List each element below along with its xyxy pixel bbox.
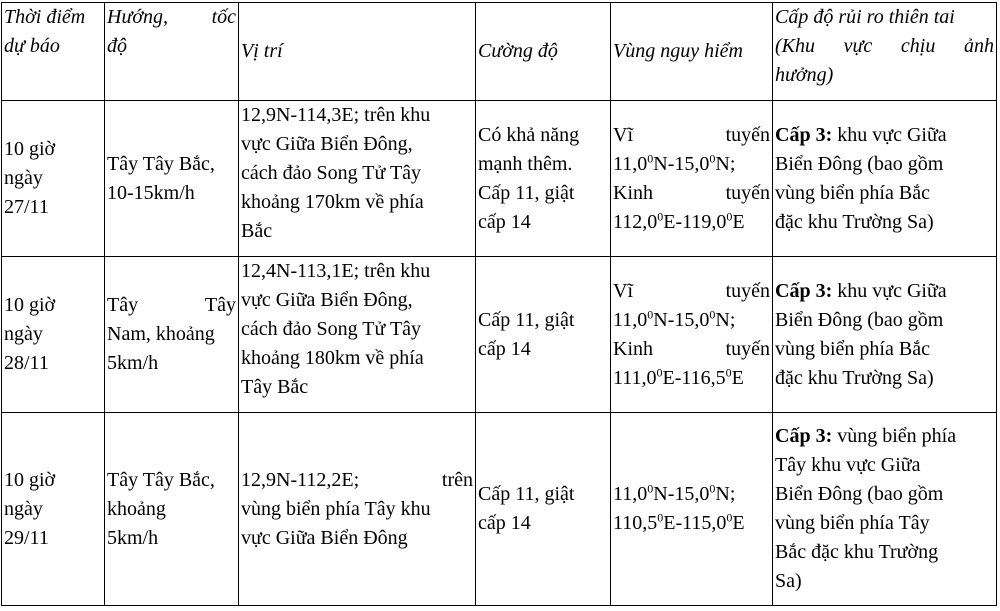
cell-intensity: [476, 257, 611, 413]
header-risk-a: Cấp độ rủi ro thiên tai: [775, 6, 955, 28]
position-line: 12,9N-114,3E; trên khu: [241, 104, 431, 126]
direction-line: 10-15km/h: [107, 181, 195, 204]
time-line: ngày: [4, 497, 43, 520]
position-line: cách đảo Song Tử Tây: [241, 318, 422, 340]
header-direction-b: tốc: [211, 6, 236, 28]
direction-line: 5km/h: [107, 526, 159, 549]
risk-line: Tây khu vực Giữa: [775, 454, 921, 476]
header-direction-c: độ: [107, 35, 127, 57]
danger-lon-word: tuyến: [725, 337, 770, 360]
time-line: 27/11: [4, 196, 49, 218]
header-direction-a: Hướng,: [107, 6, 169, 28]
header-danger-zone: [611, 3, 773, 101]
position-line: Bắc: [241, 220, 273, 242]
position-line: khoảng 170km về phía: [241, 191, 424, 213]
time-line: ngày: [4, 323, 43, 345]
header-forecast-time-text: Thời điểm dự báo: [4, 6, 86, 57]
cell-danger-zone: [611, 413, 773, 606]
header-risk-b1: (Khu: [775, 35, 815, 57]
risk-line: Biển Đông (bao gồm: [775, 308, 944, 331]
position-word: 12,9N-112,2E;: [241, 468, 360, 491]
time-line: ngày: [4, 167, 43, 189]
risk-level-bold: Cấp 3:: [775, 279, 833, 302]
header-danger-zone-text: Vùng nguy hiểm: [613, 40, 743, 62]
risk-line: vùng biển phía Bắc: [775, 181, 930, 204]
header-intensity: [476, 3, 611, 101]
danger-lat-label: Vĩ: [613, 279, 633, 302]
risk-line: khu vực Giữa: [837, 279, 947, 302]
cell-intensity: [476, 101, 611, 257]
cell-time: [2, 413, 105, 606]
header-forecast-time: [2, 3, 105, 101]
danger-lat-word: tuyến: [725, 123, 770, 146]
cell-time: [2, 101, 105, 257]
direction-word: Tây: [204, 294, 236, 316]
cell-direction: [105, 413, 239, 606]
direction-word: Tây: [107, 294, 139, 316]
cell-risk-level: [773, 257, 997, 413]
danger-lat-range: 11,0$^0$N-15,0$^0$N;: [613, 150, 736, 175]
intensity-line: cấp 14: [478, 337, 531, 360]
cell-intensity: [476, 413, 611, 606]
intensity-line: cấp 14: [478, 210, 531, 233]
time-line: 28/11: [4, 352, 49, 374]
risk-line: Sa): [775, 570, 802, 592]
risk-line: vùng biển phía: [837, 425, 957, 447]
danger-lon-label: Kinh: [613, 181, 653, 204]
header-risk-level: [773, 3, 997, 101]
danger-lon-range: 111,0$^0$E-116,5$^0$E: [613, 364, 744, 389]
intensity-line: Cấp 11, giật: [478, 181, 575, 204]
risk-line: Biển Đông (bao gồm: [775, 483, 944, 505]
time-line: 10 giờ: [4, 468, 56, 491]
intensity-line: mạnh thêm.: [478, 152, 573, 175]
cell-danger-zone: [611, 101, 773, 257]
header-direction-speed: [105, 3, 239, 101]
position-line: khoảng 180km về phía: [241, 347, 424, 369]
cell-time: [2, 257, 105, 413]
danger-lon-word: tuyến: [725, 181, 770, 204]
header-risk-b2: vực: [843, 35, 873, 57]
header-risk-b3: chịu: [900, 35, 936, 57]
direction-line: Tây Tây Bắc,: [107, 468, 215, 491]
position-line: vùng biển phía Tây khu: [241, 497, 431, 520]
intensity-line: Cấp 11, giật: [478, 308, 575, 331]
table-header-row: [2, 3, 997, 101]
position-line: vực Giữa Biển Đông,: [241, 133, 413, 155]
header-risk-b4: ảnh: [963, 35, 994, 57]
position-line: Tây Bắc: [241, 376, 309, 398]
risk-line: vùng biển phía Bắc: [775, 337, 930, 360]
header-intensity-text: Cường độ: [478, 40, 558, 62]
cell-position: [239, 101, 476, 257]
direction-line: 5km/h: [107, 352, 159, 374]
time-line: 10 giờ: [4, 294, 56, 316]
table-row: [2, 257, 997, 413]
header-position: [239, 3, 476, 101]
position-line: vực Giữa Biển Đông,: [241, 289, 413, 311]
risk-line: đặc khu Trường Sa): [775, 366, 934, 389]
intensity-line: cấp 14: [478, 512, 531, 534]
direction-line: khoảng: [107, 497, 166, 520]
cell-position: [239, 257, 476, 413]
cell-risk-level: [773, 101, 997, 257]
table-row: [2, 413, 997, 606]
time-line: 10 giờ: [4, 138, 56, 160]
direction-line: Tây Tây Bắc,: [107, 152, 215, 175]
danger-lon-range: 110,5$^0$E-115,0$^0$E: [613, 510, 745, 534]
position-line: 12,4N-113,1E; trên khu: [241, 260, 431, 282]
risk-line: Biển Đông (bao gồm: [775, 152, 944, 175]
intensity-line: Có khả năng: [478, 123, 580, 146]
direction-line: Nam, khoảng: [107, 323, 215, 345]
risk-line: đặc khu Trường Sa): [775, 210, 934, 233]
cell-danger-zone: [611, 257, 773, 413]
cell-position: [239, 413, 476, 606]
risk-level-bold: Cấp 3:: [775, 425, 833, 447]
risk-line: khu vực Giữa: [837, 123, 947, 146]
cell-direction: [105, 257, 239, 413]
position-line: vực Giữa Biển Đông: [241, 526, 408, 549]
time-line: 29/11: [4, 526, 49, 549]
cell-direction: [105, 101, 239, 257]
intensity-line: Cấp 11, giật: [478, 483, 575, 505]
header-position-text: Vị trí: [241, 40, 283, 62]
risk-line: vùng biển phía Tây: [775, 512, 930, 534]
position-word: trên: [441, 468, 473, 491]
risk-level-bold: Cấp 3:: [775, 123, 833, 146]
position-line: cách đảo Song Tử Tây: [241, 162, 422, 184]
danger-lat-range: 11,0$^0$N-15,0$^0$N;: [613, 481, 736, 505]
table-row: [2, 101, 997, 257]
danger-lat-word: tuyến: [725, 279, 770, 302]
danger-lat-label: Vĩ: [613, 123, 633, 146]
risk-line: Bắc đặc khu Trường: [775, 541, 939, 563]
danger-lon-range: 112,0$^0$E-119,0$^0$E: [613, 208, 745, 233]
cell-risk-level: [773, 413, 997, 606]
storm-forecast-table: [1, 2, 997, 606]
danger-lat-range: 11,0$^0$N-15,0$^0$N;: [613, 306, 736, 331]
header-risk-c: hưởng): [775, 64, 834, 86]
danger-lon-label: Kinh: [613, 337, 653, 360]
